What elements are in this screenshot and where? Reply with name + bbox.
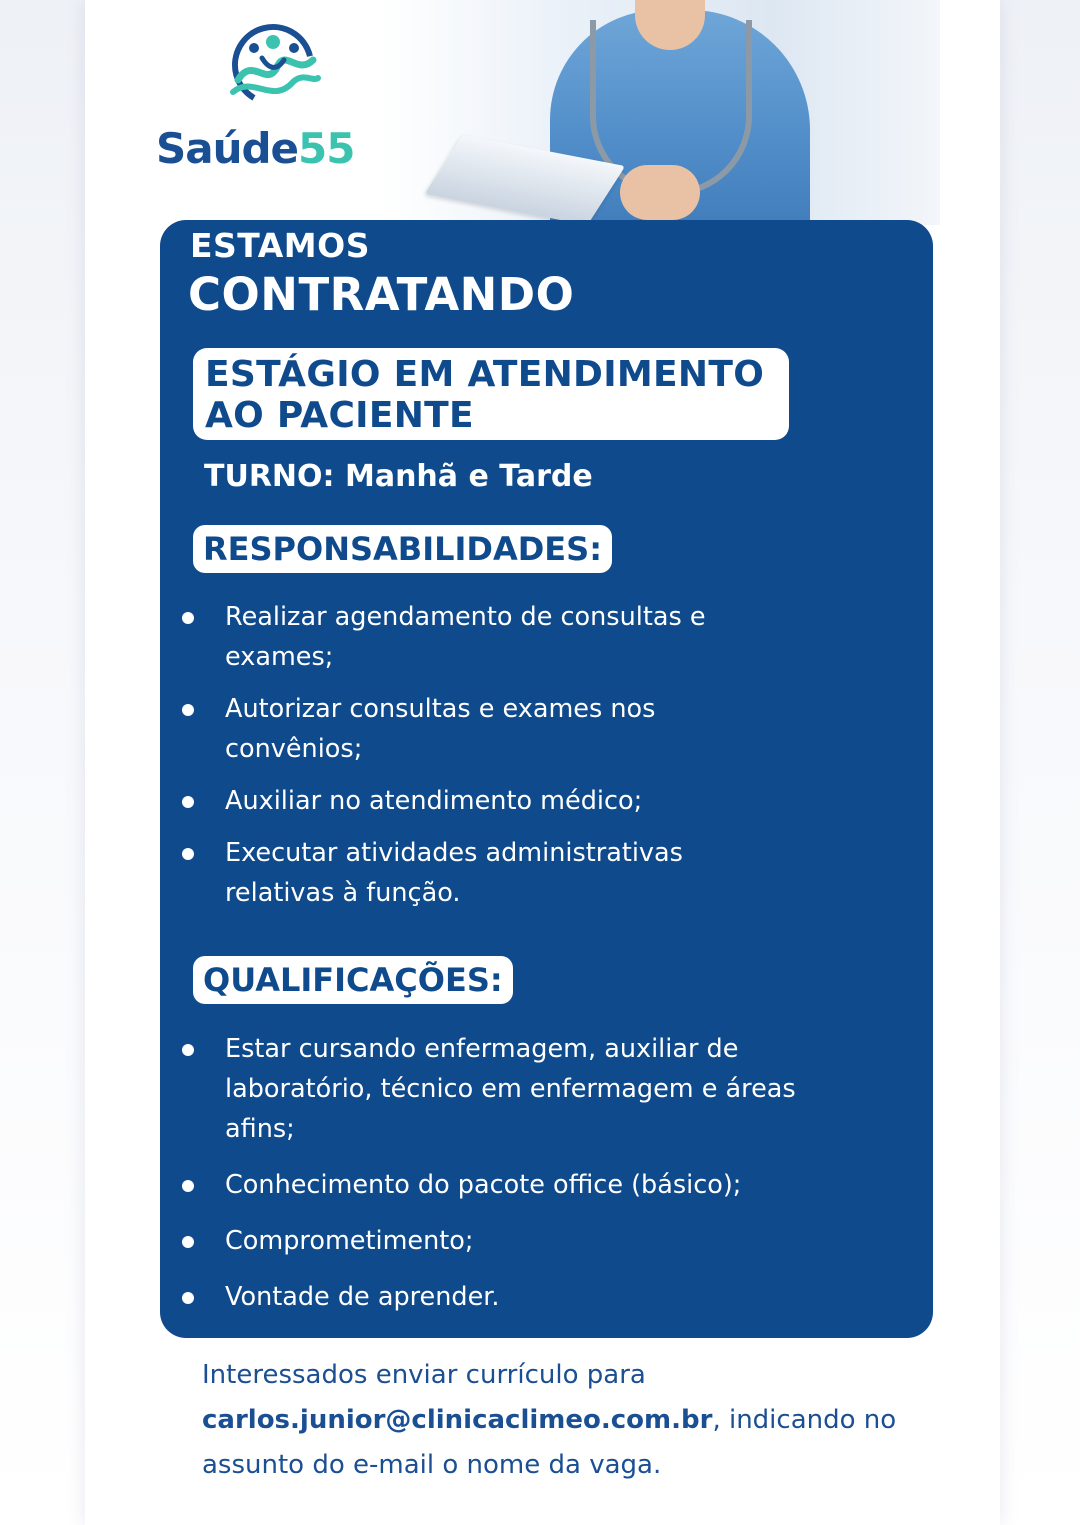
- bullet-icon: [182, 796, 194, 808]
- shift-text: TURNO: Manhã e Tarde: [204, 459, 593, 494]
- footer-intro: Interessados enviar currículo para: [202, 1360, 646, 1390]
- list-item-text: Comprometimento;: [225, 1226, 474, 1256]
- list-item: [180, 833, 800, 913]
- list-item: [180, 597, 800, 677]
- list-item: [180, 781, 800, 821]
- hero-photo: [380, 0, 940, 225]
- qualifications-heading: QUALIFICAÇÕES:: [193, 956, 513, 1004]
- brand-name-part1: Saúde: [156, 124, 299, 173]
- list-item-text: Auxiliar no atendimento médico;: [225, 786, 643, 816]
- bullet-icon: [182, 612, 194, 624]
- list-item: [180, 1029, 860, 1149]
- bullet-icon: [182, 1236, 194, 1248]
- bullet-icon: [182, 848, 194, 860]
- bullet-icon: [182, 704, 194, 716]
- list-item-text: Realizar agendamento de consultas e exames;: [225, 602, 706, 672]
- responsibilities-list: [180, 597, 800, 925]
- application-instructions: [202, 1353, 942, 1488]
- bullet-icon: [182, 1292, 194, 1304]
- kicker-text: ESTAMOS: [190, 226, 370, 265]
- list-item-text: Executar atividades administrativas relativas à função.: [225, 838, 683, 908]
- responsibilities-heading: RESPONSABILIDADES:: [193, 525, 612, 573]
- headline: CONTRATANDO: [188, 268, 575, 321]
- list-item: [180, 689, 800, 769]
- nurse-hand: [620, 165, 700, 220]
- list-item-text: Estar cursando enfermagem, auxiliar de laboratório, técnico em enfermagem e áreas afins;: [225, 1034, 796, 1144]
- qualifications-list: [180, 1029, 860, 1333]
- logo-mark-icon: [218, 20, 328, 115]
- brand-logo: [150, 20, 400, 180]
- list-item: [180, 1165, 860, 1205]
- list-item-text: Conhecimento do pacote office (básico);: [225, 1170, 742, 1200]
- list-item-text: Vontade de aprender.: [225, 1282, 500, 1312]
- brand-name: [156, 124, 355, 173]
- bullet-icon: [182, 1180, 194, 1192]
- brand-name-part2: 55: [298, 124, 355, 173]
- list-item-text: Autorizar consultas e exames nos convênios;: [225, 694, 656, 764]
- list-item: [180, 1221, 860, 1261]
- job-title: ESTÁGIO EM ATENDIMENTO AO PACIENTE: [205, 354, 765, 436]
- footer-after-email: , indicando no assunto do e-mail o nome da vaga.: [202, 1405, 897, 1480]
- contact-email-link[interactable]: carlos.junior@clinicaclimeo.com.br: [202, 1405, 713, 1435]
- list-item: [180, 1277, 860, 1317]
- bullet-icon: [182, 1044, 194, 1056]
